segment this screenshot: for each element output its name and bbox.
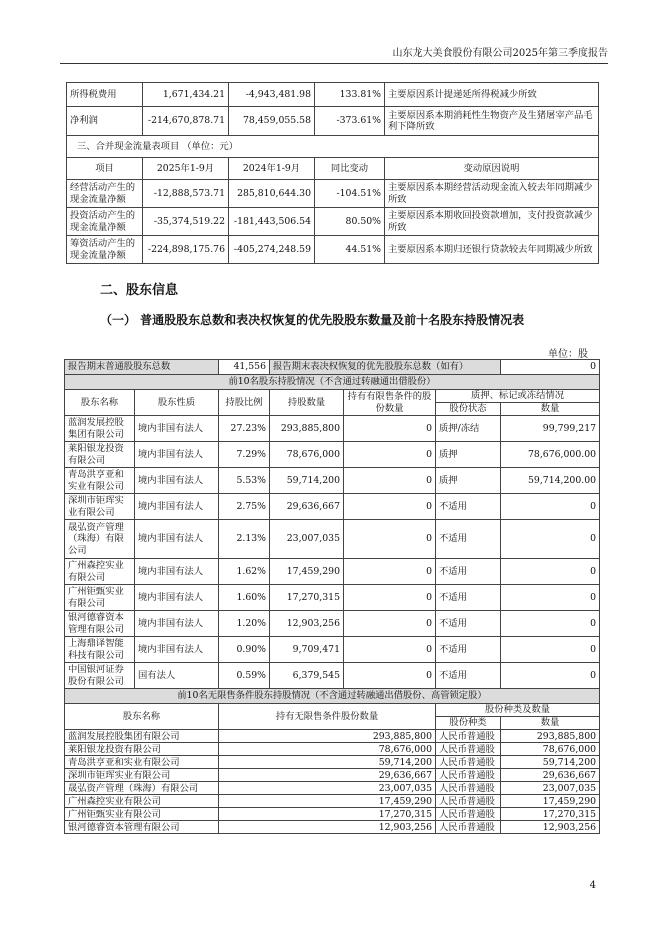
qty-cell: 293,885,800 (270, 416, 344, 442)
name-cell: 莱阳银龙投资有限公司 (65, 743, 219, 756)
table-row (65, 663, 600, 689)
unit-label: 单位：股 (548, 349, 588, 360)
status-cell: 不适用 (436, 611, 501, 637)
type-cell: 人民币普通股 (436, 756, 501, 769)
cashflow-title: 三、合并现金流量表项目 （单位：元） (67, 136, 599, 158)
ratio-cell: 2.75% (219, 494, 270, 520)
status-cell: 不适用 (436, 559, 501, 585)
status-cell: 不适用 (436, 585, 501, 611)
column-header: 数量 (501, 717, 600, 730)
header-rule (60, 63, 608, 64)
qty-cell: 59,714,200 (219, 756, 436, 769)
count-cell: 59,714,200 (501, 756, 600, 769)
holders-body (65, 416, 600, 689)
count-cell: 293,885,800 (501, 730, 600, 743)
current-cell: 1,671,434.21 (143, 83, 229, 107)
table-row (67, 180, 599, 208)
type-cell: 人民币普通股 (436, 821, 501, 834)
status-cell: 质押 (436, 468, 501, 494)
count-cell: 0 (501, 559, 600, 585)
table-row (65, 520, 600, 559)
nature-cell: 境内非国有法人 (135, 468, 219, 494)
column-header: 股份种类 (436, 717, 501, 730)
count-cell: 0 (501, 520, 600, 559)
qty-cell: 17,459,290 (270, 559, 344, 585)
top10-title: 前10名股东持股情况（不含通过转融通出借股份） (65, 375, 600, 390)
qty-cell: 29,636,667 (219, 769, 436, 782)
ratio-cell: 1.62% (219, 559, 270, 585)
count-cell: 78,676,000 (501, 743, 600, 756)
qty-cell: 6,379,545 (270, 663, 344, 689)
table-row (65, 559, 600, 585)
financial-table (66, 82, 599, 264)
table-row (65, 769, 600, 782)
column-header: 同比变动 (315, 158, 385, 180)
count-cell: 0 (501, 663, 600, 689)
status-cell: 不适用 (436, 637, 501, 663)
table-row (65, 585, 600, 611)
reason-cell: 主要原因系本期经营活动现金流入较去年同期减少所致 (385, 180, 599, 208)
change-cell: -104.51% (315, 180, 385, 208)
ratio-cell: 5.53% (219, 468, 270, 494)
table-row (67, 236, 599, 264)
reason-cell: 主要原因系计提递延所得税减少所致 (385, 83, 599, 107)
table-header-row (67, 158, 599, 180)
unrestricted-title: 前10名无限售条件股东持股情况（不含通过转融通出借股份、高管锁定股） (65, 689, 600, 704)
table-row (67, 83, 599, 107)
column-header: 股东名称 (65, 390, 135, 416)
ratio-cell: 1.60% (219, 585, 270, 611)
column-header: 质押、标记或冻结情况 (436, 390, 600, 403)
restricted-cell: 0 (344, 494, 436, 520)
name-cell: 中国银河证券股份有限公司 (65, 663, 135, 689)
nature-cell: 境内非国有法人 (135, 416, 219, 442)
column-header: 持股比例 (219, 390, 270, 416)
status-cell: 不适用 (436, 663, 501, 689)
name-cell: 蓝润发展控股集团有限公司 (65, 730, 219, 743)
name-cell: 广州钜甄实业有限公司 (65, 808, 219, 821)
name-cell: 青岛洪亨亚和实业有限公司 (65, 468, 135, 494)
preferred-holders-label: 报告期末表决权恢复的优先股股东总数（如有） (270, 360, 501, 375)
name-cell: 银河德睿资本管理有限公司 (65, 611, 135, 637)
total-holders-label: 报告期末普通股股东总数 (65, 360, 219, 375)
reason-cell: 主要原因系本期归还银行贷款较去年同期减少所致 (385, 236, 599, 264)
qty-cell: 17,459,290 (219, 795, 436, 808)
qty-cell: 17,270,315 (270, 585, 344, 611)
column-header: 股东名称 (65, 704, 219, 730)
total-holders-value: 41,556 (219, 360, 270, 375)
count-cell: 59,714,200.00 (501, 468, 600, 494)
current-cell: -224,898,175.76 (143, 236, 229, 264)
ratio-cell: 0.90% (219, 637, 270, 663)
restricted-cell: 0 (344, 416, 436, 442)
previous-cell: 78,459,055.58 (229, 107, 315, 136)
status-cell: 不适用 (436, 520, 501, 559)
item-cell: 净利润 (67, 107, 143, 136)
table-row (65, 468, 600, 494)
type-cell: 人民币普通股 (436, 782, 501, 795)
report-header: 山东龙大美食股份有限公司2025年第三季度报告 (392, 48, 608, 59)
table-row (65, 416, 600, 442)
restricted-cell: 0 (344, 559, 436, 585)
count-cell: 17,270,315 (501, 808, 600, 821)
shareholders-table (64, 359, 600, 834)
table-row (65, 795, 600, 808)
table-header-row (65, 390, 600, 403)
restricted-cell: 0 (344, 637, 436, 663)
qty-cell: 12,903,256 (219, 821, 436, 834)
ratio-cell: 7.29% (219, 442, 270, 468)
table-row (65, 689, 600, 704)
table-row (67, 208, 599, 236)
table-header-row (65, 704, 600, 717)
column-header: 数量 (501, 403, 600, 416)
qty-cell: 59,714,200 (270, 468, 344, 494)
count-cell: 17,459,290 (501, 795, 600, 808)
name-cell: 广州钜甄实业有限公司 (65, 585, 135, 611)
previous-cell: -4,943,481.98 (229, 83, 315, 107)
column-header: 股份状态 (436, 403, 501, 416)
current-cell: -35,374,519.22 (143, 208, 229, 236)
restricted-cell: 0 (344, 520, 436, 559)
table-row (65, 821, 600, 834)
qty-cell: 9,709,471 (270, 637, 344, 663)
table-row (65, 360, 600, 375)
unrestricted-body (65, 730, 600, 834)
subsection-title: （一） 普通股股东总数和表决权恢复的优先股股东数量及前十名股东持股情况表 (100, 313, 525, 327)
table-row (65, 743, 600, 756)
table-row (65, 442, 600, 468)
name-cell: 广州森控实业有限公司 (65, 795, 219, 808)
column-header: 股份种类及数量 (436, 704, 600, 717)
restricted-cell: 0 (344, 663, 436, 689)
table-row (65, 637, 600, 663)
table-row (65, 730, 600, 743)
table-row (67, 107, 599, 136)
status-cell: 质押 (436, 442, 501, 468)
name-cell: 蓝润发展控股集团有限公司 (65, 416, 135, 442)
name-cell: 深圳市钜珲实业有限公司 (65, 769, 219, 782)
restricted-cell: 0 (344, 468, 436, 494)
type-cell: 人民币普通股 (436, 743, 501, 756)
count-cell: 0 (501, 494, 600, 520)
item-cell: 经营活动产生的现金流量净额 (67, 180, 143, 208)
qty-cell: 78,676,000 (270, 442, 344, 468)
qty-cell: 293,885,800 (219, 730, 436, 743)
table-row (65, 782, 600, 795)
nature-cell: 境内非国有法人 (135, 559, 219, 585)
table-row (67, 136, 599, 158)
ratio-cell: 27.23% (219, 416, 270, 442)
column-header: 持股数量 (270, 390, 344, 416)
change-cell: 80.50% (315, 208, 385, 236)
nature-cell: 境内非国有法人 (135, 494, 219, 520)
restricted-cell: 0 (344, 442, 436, 468)
column-header: 2024年1-9月 (229, 158, 315, 180)
table-row (65, 756, 600, 769)
column-header: 持有有限售条件的股份数量 (344, 390, 436, 416)
name-cell: 银河德睿资本管理有限公司 (65, 821, 219, 834)
change-cell: -373.61% (315, 107, 385, 136)
preferred-holders-value: 0 (501, 360, 600, 375)
restricted-cell: 0 (344, 611, 436, 637)
column-header: 项目 (67, 158, 143, 180)
qty-cell: 78,676,000 (219, 743, 436, 756)
item-cell: 投资活动产生的现金流量净额 (67, 208, 143, 236)
count-cell: 78,676,000.00 (501, 442, 600, 468)
nature-cell: 境内非国有法人 (135, 585, 219, 611)
column-header: 持有无限售条件股份数量 (219, 704, 436, 730)
count-cell: 23,007,035 (501, 782, 600, 795)
table-row (65, 808, 600, 821)
item-cell: 筹资活动产生的现金流量净额 (67, 236, 143, 264)
count-cell: 99,799,217 (501, 416, 600, 442)
previous-cell: 285,810,644.30 (229, 180, 315, 208)
name-cell: 晟弘资产管理（珠海）有限公司 (65, 520, 135, 559)
count-cell: 0 (501, 611, 600, 637)
count-cell: 29,636,667 (501, 769, 600, 782)
ratio-cell: 2.13% (219, 520, 270, 559)
nature-cell: 境内非国有法人 (135, 611, 219, 637)
name-cell: 莱阳银龙投资有限公司 (65, 442, 135, 468)
type-cell: 人民币普通股 (436, 730, 501, 743)
nature-cell: 国有法人 (135, 663, 219, 689)
name-cell: 晟弘资产管理（珠海）有限公司 (65, 782, 219, 795)
type-cell: 人民币普通股 (436, 795, 501, 808)
current-cell: -12,888,573.71 (143, 180, 229, 208)
column-header: 变动原因说明 (385, 158, 599, 180)
previous-cell: -405,274,248.59 (229, 236, 315, 264)
change-cell: 133.81% (315, 83, 385, 107)
table-row (65, 494, 600, 520)
previous-cell: -181,443,506.54 (229, 208, 315, 236)
table-row (65, 375, 600, 390)
nature-cell: 境内非国有法人 (135, 637, 219, 663)
column-header: 股东性质 (135, 390, 219, 416)
type-cell: 人民币普通股 (436, 769, 501, 782)
name-cell: 深圳市钜珲实业有限公司 (65, 494, 135, 520)
name-cell: 上海鼎译智能科技有限公司 (65, 637, 135, 663)
type-cell: 人民币普通股 (436, 808, 501, 821)
change-cell: 44.51% (315, 236, 385, 264)
current-cell: -214,670,878.71 (143, 107, 229, 136)
name-cell: 青岛洪亨亚和实业有限公司 (65, 756, 219, 769)
item-cell: 所得税费用 (67, 83, 143, 107)
reason-cell: 主要原因系本期收回投资款增加，支付投资款减少所致 (385, 208, 599, 236)
nature-cell: 境内非国有法人 (135, 442, 219, 468)
count-cell: 12,903,256 (501, 821, 600, 834)
qty-cell: 17,270,315 (219, 808, 436, 821)
status-cell: 不适用 (436, 494, 501, 520)
ratio-cell: 1.20% (219, 611, 270, 637)
reason-cell: 主要原因系本期消耗性生物资产及生猪屠宰产品毛利下降所致 (385, 107, 599, 136)
ratio-cell: 0.59% (219, 663, 270, 689)
nature-cell: 境内非国有法人 (135, 520, 219, 559)
name-cell: 广州森控实业有限公司 (65, 559, 135, 585)
qty-cell: 12,903,256 (270, 611, 344, 637)
count-cell: 0 (501, 637, 600, 663)
qty-cell: 29,636,667 (270, 494, 344, 520)
count-cell: 0 (501, 585, 600, 611)
status-cell: 质押/冻结 (436, 416, 501, 442)
table-row (65, 611, 600, 637)
qty-cell: 23,007,035 (219, 782, 436, 795)
restricted-cell: 0 (344, 585, 436, 611)
page-number: 4 (589, 880, 596, 891)
qty-cell: 23,007,035 (270, 520, 344, 559)
section-title: 二、股东信息 (100, 283, 179, 298)
column-header: 2025年1-9月 (143, 158, 229, 180)
